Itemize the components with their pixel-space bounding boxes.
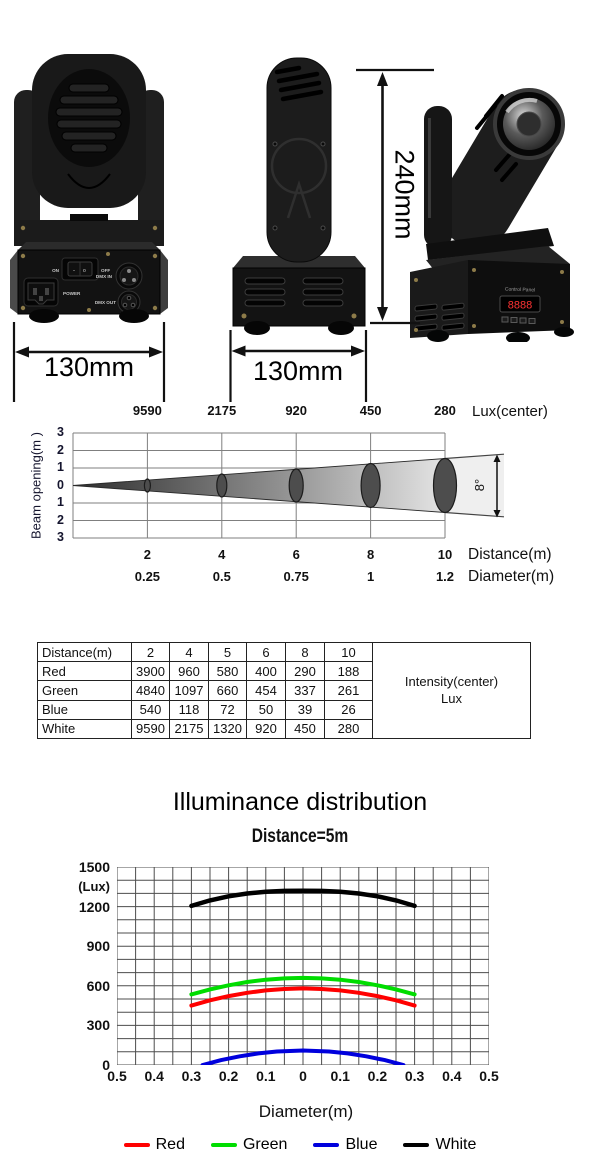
foot — [506, 332, 530, 342]
beam-y-tick: 0 — [57, 477, 64, 492]
table-header-cell: 6 — [247, 643, 286, 662]
table-cell: 454 — [247, 681, 286, 700]
legend-label: Red — [155, 1136, 185, 1153]
table-cell: 50 — [247, 700, 286, 719]
svg-text:-: - — [73, 268, 75, 274]
beam-diameter-value: 0.25 — [134, 569, 161, 584]
table-header-cell: 10 — [325, 643, 373, 662]
dimension-height: 240mm — [389, 149, 420, 240]
x-tick-label: 0.1 — [256, 1068, 276, 1084]
table-cell: 188 — [325, 662, 373, 681]
dimension-side-width: 130mm — [252, 356, 344, 386]
beam-lux-value: 450 — [359, 403, 382, 418]
table-cell: 400 — [247, 662, 286, 681]
table-cell: 580 — [209, 662, 247, 681]
foot — [244, 321, 270, 335]
beam-y-tick: 2 — [57, 512, 64, 527]
y-tick-label: 900 — [86, 938, 110, 955]
base-front — [233, 268, 365, 326]
beam-diameter-value: 0.5 — [212, 569, 231, 584]
beam-lux-value: 2175 — [207, 403, 237, 418]
table-cell: 280 — [325, 719, 373, 738]
x-tick-label: 0.4 — [442, 1068, 462, 1084]
x-tick-label: 0.4 — [144, 1068, 164, 1084]
legend-swatch — [211, 1143, 237, 1147]
beam-distance-value: 4 — [218, 547, 226, 562]
y-tick-label: 1500 — [78, 859, 110, 875]
table-cell: 39 — [286, 700, 325, 719]
x-tick-label: 0.3 — [181, 1068, 202, 1084]
table-header-cell: 4 — [170, 643, 209, 662]
beam-y-tick: 2 — [57, 442, 64, 457]
legend-item-blue — [313, 1136, 377, 1154]
legend-label: White — [435, 1136, 477, 1153]
beam-diameter-value: 0.75 — [283, 569, 309, 584]
beam-y-tick: 3 — [57, 530, 64, 544]
table-header-cell: 5 — [209, 643, 247, 662]
dimension-back-width: 130mm — [43, 352, 135, 382]
photo-back-view — [10, 52, 168, 324]
chart-legend — [0, 1136, 600, 1154]
table-cell: 3900 — [132, 662, 170, 681]
x-tick-label: 0.1 — [330, 1068, 350, 1084]
beam-y-tick: 1 — [57, 495, 64, 509]
beam-distance-value: 2 — [143, 547, 151, 562]
table-cell: 261 — [325, 681, 373, 700]
product-photos-section — [0, 0, 600, 412]
beam-y-tick: 3 — [57, 425, 64, 439]
table-cell: 540 — [132, 700, 170, 719]
y-tick-label: 600 — [86, 977, 110, 994]
intensity-table-section — [37, 642, 531, 739]
led-display-digits: 8888 — [507, 299, 533, 312]
chart-subtitle: Distance=5m — [251, 826, 349, 847]
table-row-label: Green — [38, 681, 132, 700]
table-cell: 920 — [247, 719, 286, 738]
foot — [119, 309, 149, 323]
table-row-label: Blue — [38, 700, 132, 719]
legend-item-green — [211, 1136, 287, 1154]
beam-y-tick: 1 — [57, 460, 64, 474]
beam-distance-caption: Distance(m) — [468, 546, 552, 563]
legend-label: Green — [242, 1136, 288, 1153]
foot — [328, 321, 354, 335]
foot — [29, 309, 59, 323]
x-tick-label: 0.2 — [367, 1068, 388, 1084]
foot — [554, 327, 574, 337]
table-cell: 26 — [325, 700, 373, 719]
table-cell: 337 — [286, 681, 325, 700]
legend-label: Blue — [345, 1136, 378, 1153]
x-tick-label: 0 — [299, 1068, 307, 1084]
table-cell: 72 — [209, 700, 247, 719]
dmx-in-label: DMX IN — [95, 274, 112, 279]
x-tick-label: 0.5 — [107, 1068, 127, 1084]
svg-text:o: o — [83, 268, 86, 274]
photo-angled-view — [398, 58, 592, 342]
legend-swatch — [124, 1143, 150, 1147]
beam-distance-value: 8 — [366, 547, 375, 562]
dmx-out-label: DMX OUT — [94, 300, 116, 305]
table-side-note: Intensity(center) Lux — [373, 643, 531, 739]
table-cell: 1097 — [170, 681, 209, 700]
table-cell: 290 — [286, 662, 325, 681]
legend-swatch — [313, 1143, 339, 1147]
table-header-cell: 2 — [132, 643, 170, 662]
beam-diameter-caption: Diameter(m) — [468, 568, 555, 585]
y-axis-unit-label: (Lux) — [78, 879, 110, 894]
illuminance-chart-section — [0, 780, 600, 1163]
beam-distance-value: 10 — [437, 547, 453, 562]
x-tick-label: 0.5 — [479, 1068, 499, 1084]
chart-title: Illuminance distribution — [172, 788, 428, 816]
switch-on-label: ON — [52, 268, 59, 273]
illuminance-plot — [117, 867, 489, 1065]
beam-y-axis-label: Beam opening(m ) — [28, 432, 44, 539]
y-tick-label: 0 — [102, 1057, 110, 1073]
table-cell: 1320 — [209, 719, 247, 738]
table-cell: 960 — [170, 662, 209, 681]
beam-distance-value: 6 — [292, 547, 300, 562]
y-tick-label: 1200 — [78, 898, 110, 915]
beam-diameter-value: 1.2 — [435, 569, 455, 584]
beam-lux-value: 920 — [285, 403, 308, 418]
control-panel-label: Control Panel — [504, 286, 536, 294]
table-cell: 2175 — [170, 719, 209, 738]
table-cell: 450 — [286, 719, 325, 738]
table-header-cell: Distance(m) — [38, 643, 132, 662]
table-cell: 660 — [209, 681, 247, 700]
legend-item-red — [124, 1136, 185, 1154]
beam-lux-value: 280 — [434, 403, 456, 418]
chart-x-axis-label: Diameter(m) — [258, 1102, 354, 1121]
beam-lux-caption: Lux(center) — [472, 403, 548, 420]
table-row-label: White — [38, 719, 132, 738]
y-tick-label: 300 — [86, 1017, 110, 1034]
beam-lux-value: 9590 — [132, 403, 162, 418]
legend-swatch — [403, 1143, 429, 1147]
switch-off-label: OFF — [101, 268, 111, 273]
table-header-cell: 8 — [286, 643, 325, 662]
photo-side-view — [225, 48, 373, 336]
beam-angle-label: 8° — [472, 478, 487, 492]
power-label: POWER — [63, 291, 81, 296]
foot — [427, 330, 449, 342]
x-tick-label: 0.3 — [404, 1068, 425, 1084]
table-row-label: Red — [38, 662, 132, 681]
beam-diameter-value: 1 — [366, 569, 375, 584]
table-cell: 4840 — [132, 681, 170, 700]
x-tick-label: 0.2 — [218, 1068, 239, 1084]
legend-item-white — [403, 1136, 476, 1154]
table-cell: 118 — [170, 700, 209, 719]
beam-diagram-section — [0, 395, 600, 600]
table-cell: 9590 — [132, 719, 170, 738]
intensity-table — [37, 642, 531, 739]
